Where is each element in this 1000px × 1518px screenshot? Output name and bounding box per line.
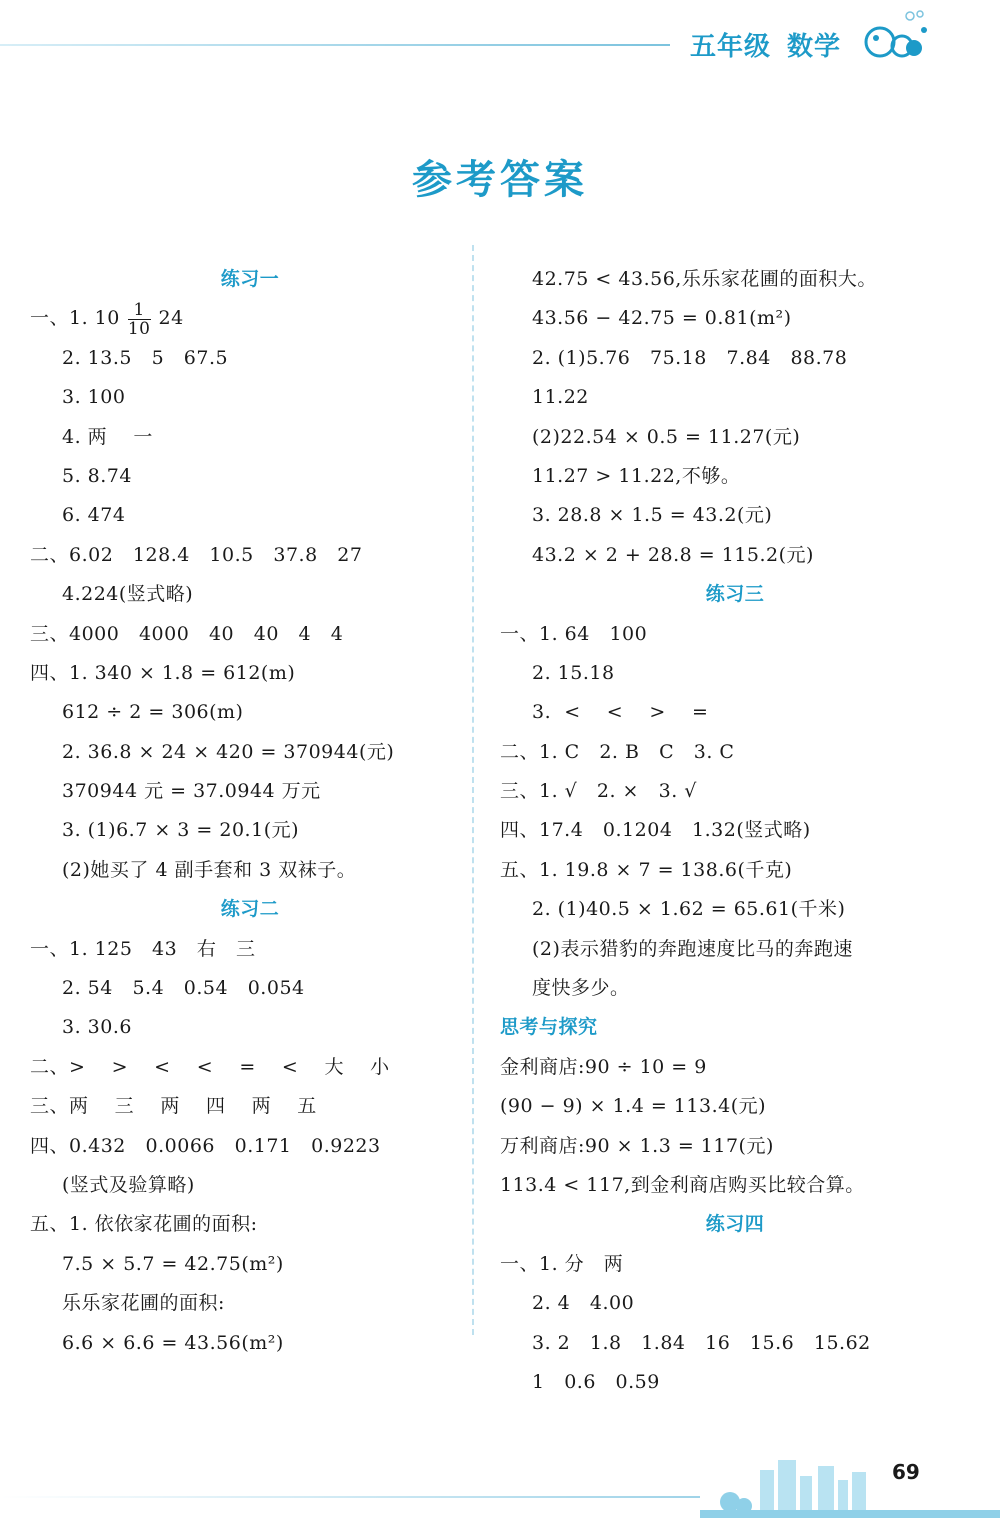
answer-line: 一、1. 分 两	[500, 1252, 624, 1275]
answer-line	[30, 299, 470, 338]
answer-line: 五、1. 19.8 × 7 = 138.6(千克)	[500, 858, 793, 881]
answer-line: 乐乐家花圃的面积:	[62, 1292, 225, 1315]
answer-line: 五、1. 依依家花圃的面积:	[30, 1213, 258, 1236]
answer-line: 612 ÷ 2 = 306(m)	[62, 701, 244, 724]
header-grade: 五年级	[690, 32, 772, 62]
section-heading: 思考与探究	[500, 1016, 598, 1039]
column-divider	[472, 245, 474, 1335]
answer-line: 2. (1)5.76 75.18 7.84 88.78	[532, 346, 848, 369]
header-subject: 数学	[787, 32, 842, 62]
answer-line: 一、1. 64 100	[500, 622, 648, 645]
answer-line: 四、17.4 0.1204 1.32(竖式略)	[500, 819, 811, 842]
answer-line: 3. (1)6.7 × 3 = 20.1(元)	[62, 819, 300, 842]
answer-line: 2. 13.5 5 67.5	[62, 346, 229, 369]
answer-line: 11.22	[532, 386, 589, 409]
section-heading: 练习三	[705, 583, 765, 606]
right-column	[500, 260, 970, 1402]
answer-text: 24	[158, 307, 184, 330]
answer-line: 4. 两 一	[62, 425, 153, 448]
answer-line: 度快多少。	[532, 977, 630, 1000]
bubbles-decoration-icon	[858, 8, 948, 68]
answer-line: 四、1. 340 × 1.8 = 612(m)	[30, 661, 296, 684]
answer-line: 万利商店:90 × 1.3 = 117(元)	[500, 1134, 774, 1157]
answer-line: 3. 30.6	[62, 1016, 132, 1039]
answer-line: 2. 36.8 × 24 × 420 = 370944(元)	[62, 740, 395, 763]
answer-line: 三、1. √ 2. × 3. √	[500, 780, 697, 803]
answer-line: 二、> > < < = < 大 小	[30, 1055, 390, 1078]
answer-line: (竖式及验算略)	[62, 1173, 195, 1196]
answer-line: 11.27 > 11.22,不够。	[532, 464, 741, 487]
answer-line: 3. 2 1.8 1.84 16 15.6 15.62	[532, 1331, 871, 1354]
section-heading: 练习一	[220, 268, 280, 290]
footer-rule	[0, 1496, 700, 1498]
answer-line: 5. 8.74	[62, 464, 132, 487]
answer-line: 2. 4 4.00	[532, 1292, 635, 1315]
answer-line: 2. 54 5.4 0.54 0.054	[62, 977, 305, 1000]
header-title	[690, 26, 841, 63]
answer-line: 113.4 < 117,到金利商店购买比较合算。	[500, 1173, 865, 1196]
answer-line: 7.5 × 5.7 = 42.75(m²)	[62, 1252, 284, 1275]
answer-line: 370944 元 = 37.0944 万元	[62, 780, 321, 803]
answer-line: 3. 100	[62, 386, 126, 409]
answer-line: 四、0.432 0.0066 0.171 0.9223	[30, 1134, 381, 1157]
answer-line: 4.224(竖式略)	[62, 583, 194, 606]
city-skyline-decoration-icon	[700, 1430, 1000, 1518]
answer-line: (2)她买了 4 副手套和 3 双袜子。	[62, 858, 357, 881]
section-heading: 练习四	[705, 1213, 765, 1236]
fraction-denominator: 10	[127, 318, 151, 339]
page-title: 参考答案	[412, 157, 588, 203]
answer-line: 1 0.6 0.59	[532, 1370, 660, 1393]
header-rule	[0, 44, 670, 46]
fraction-numerator: 1	[128, 301, 151, 320]
answer-line: 43.56 − 42.75 = 0.81(m²)	[532, 307, 792, 330]
answer-line: (2)22.54 × 0.5 = 11.27(元)	[532, 425, 801, 448]
answer-line: 二、6.02 128.4 10.5 37.8 27	[30, 543, 363, 566]
answer-line: 3. 28.8 × 1.5 = 43.2(元)	[532, 504, 773, 527]
answer-line: 2. 15.18	[532, 661, 615, 684]
answer-text: 一、1. 10	[30, 307, 120, 330]
answer-line: 6. 474	[62, 504, 126, 527]
page-number: 69	[892, 1460, 920, 1484]
answer-line: (90 − 9) × 1.4 = 113.4(元)	[500, 1095, 767, 1118]
answer-line: 3. < < > =	[532, 701, 709, 724]
left-column	[30, 260, 470, 1363]
answer-line: 三、4000 4000 40 40 4 4	[30, 622, 344, 645]
answer-line: 42.75 < 43.56,乐乐家花圃的面积大。	[532, 268, 877, 290]
answer-line: 6.6 × 6.6 = 43.56(m²)	[62, 1331, 284, 1354]
answer-line: 二、1. C 2. B C 3. C	[500, 740, 735, 763]
answer-line: 一、1. 125 43 右 三	[30, 937, 256, 960]
fraction	[128, 301, 151, 338]
section-heading: 练习二	[220, 898, 280, 921]
answer-line: 金利商店:90 ÷ 10 = 9	[500, 1055, 707, 1078]
answer-line: 三、两 三 两 四 两 五	[30, 1095, 317, 1118]
answer-line: 43.2 × 2 + 28.8 = 115.2(元)	[532, 543, 814, 566]
answer-line: 2. (1)40.5 × 1.62 = 65.61(千米)	[532, 898, 846, 921]
answer-line: (2)表示猎豹的奔跑速度比马的奔跑速	[532, 937, 853, 960]
